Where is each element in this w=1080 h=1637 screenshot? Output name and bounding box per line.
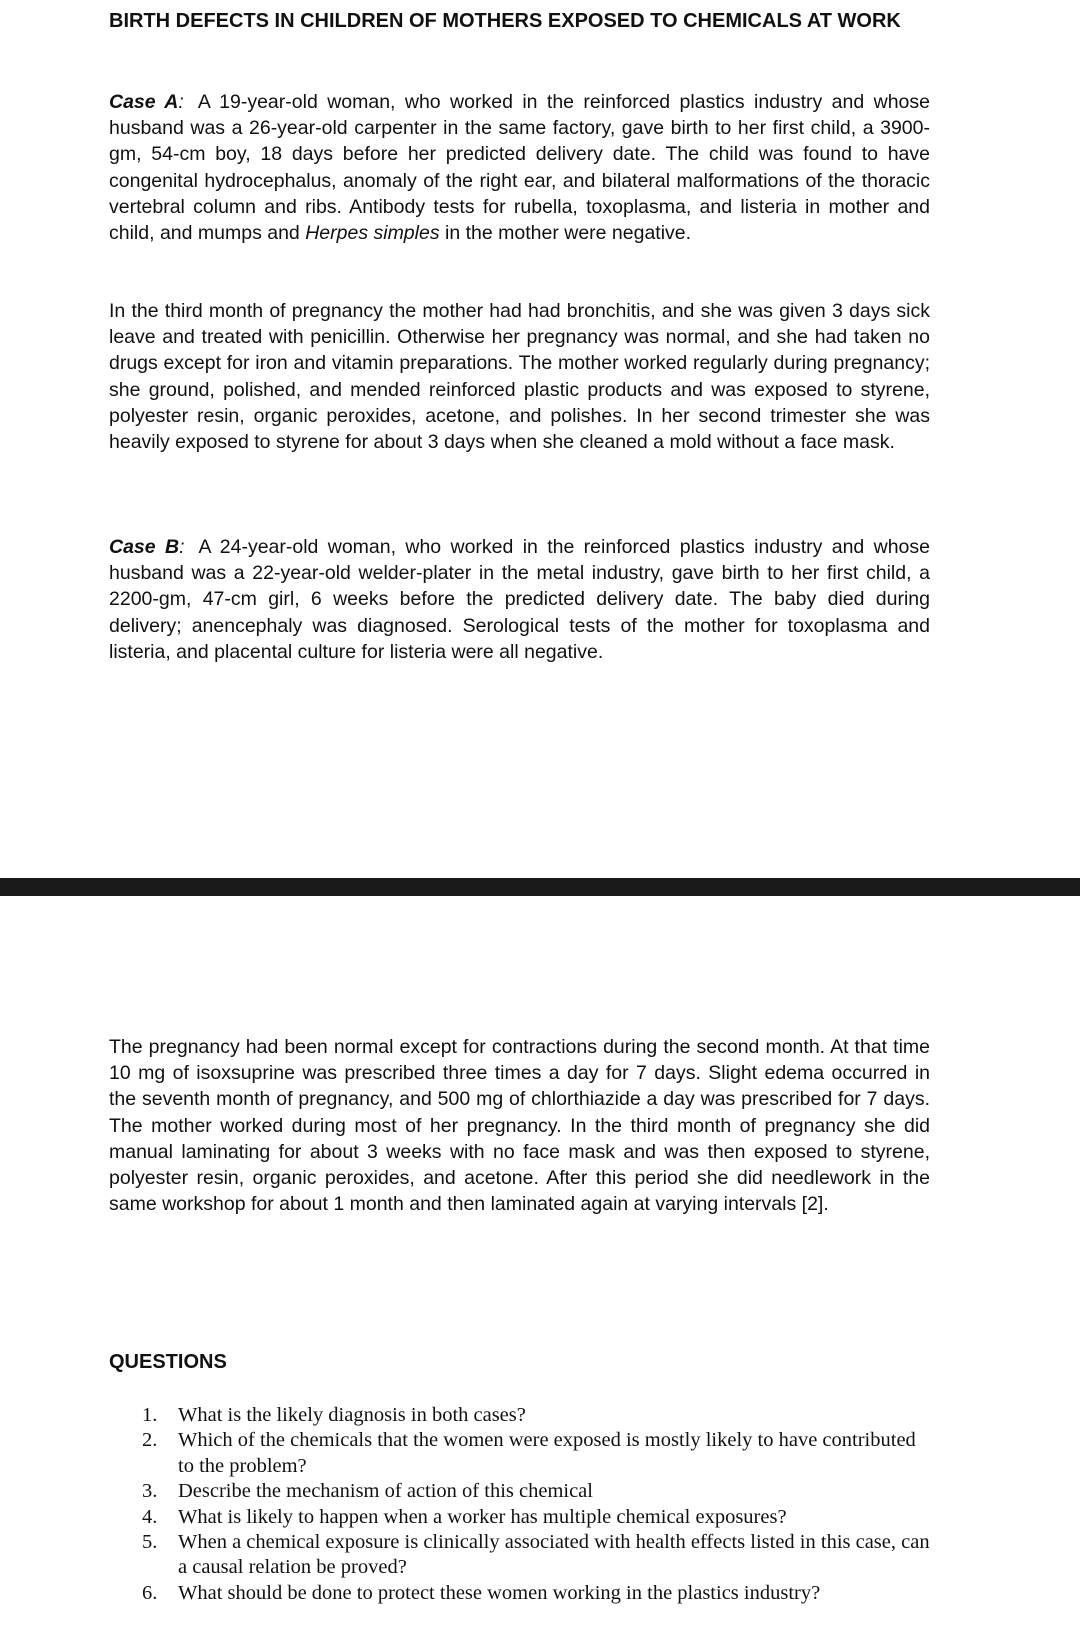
case-a-paragraph [109, 89, 930, 246]
question-number: 5. [142, 1531, 158, 1554]
case-a-colon: : [178, 91, 184, 113]
case-b-paragraph-2: The pregnancy had been normal except for contractions during the second month. At that time 10 mg of isoxsuprine was prescribed three times a day for 7 days. Slight edema occurred in the seventh month of pregnancy, and 500 mg of chlorthiazide a day was prescribed for 7 days. The mother worked during most of her pregnancy. In the third month of pregnancy she did manual laminating for about 3 weeks with no face mask and was then exposed to styrene, polyester resin, organic peroxides, and acetone. After this period she did needlework in the same workshop for about 1 month and then laminated again at varying intervals [2]. [109, 1036, 930, 1216]
question-text: What should be done to protect these women working in the plastics industry? [178, 1581, 821, 1604]
case-a-text: A 19-year-old woman, who worked in the reinforced plastics industry and whose husband was a 26-year-old carpenter in the same factory, gave birth to her first child, a 3900-gm, 54-cm boy, 18 days before her predicted delivery date. The child was found to have congenital hydrocephalus, anomaly of the right ear, and bilateral malformations of the thoracic vertebral column and ribs. Antibody tests for rubella, toxoplasma, and listeria in mother and child, and mumps and [109, 91, 930, 245]
question-number: 3. [142, 1480, 158, 1503]
question-item [142, 1581, 932, 1606]
question-number: 4. [142, 1505, 158, 1528]
question-number: 6. [142, 1581, 158, 1604]
case-b-paragraph [109, 534, 930, 665]
case-a-label: Case A [109, 91, 179, 113]
question-item [142, 1479, 932, 1504]
page-divider-bar [0, 878, 1080, 896]
case-b-text: A 24-year-old woman, who worked in the reinforced plastics industry and whose husband was a 22-year-old welder-plater in the metal industry, gave birth to her first child, a 2200-gm, 47-cm girl, 6 weeks before the predicted delivery date. The baby died during delivery; anencephaly was diagnosed. Serological tests of the mother for toxoplasma and listeria, and placental culture for listeria were all negative. [109, 536, 930, 663]
question-item [142, 1403, 932, 1428]
question-text: Which of the chemicals that the women were exposed is mostly likely to have contributed to the problem? [178, 1429, 916, 1477]
case-a-italic-term: Herpes simples [305, 222, 440, 245]
case-b-label: Case B [109, 536, 180, 558]
question-item [142, 1530, 932, 1581]
question-number: 2. [142, 1429, 158, 1452]
question-item [142, 1428, 932, 1479]
questions-heading: QUESTIONS [109, 1351, 227, 1373]
question-number: 1. [142, 1404, 158, 1426]
case-a-paragraph-2: In the third month of pregnancy the mother had had bronchitis, and she was given 3 days sick leave and treated with penicillin. Otherwise her pregnancy was normal, and she had taken no drugs except for iron and vitamin preparations. The mother worked regularly during pregnancy; she ground, polished, and mended reinforced plastic products and was exposed to styrene, polyester resin, organic peroxides, acetone, and polishes. In her second trimester she was heavily exposed to styrene for about 3 days when she cleaned a mold without a face mask. [109, 300, 930, 454]
question-text: Describe the mechanism of action of this chemical [178, 1480, 593, 1503]
questions-list [142, 1403, 932, 1606]
case-b-colon: : [179, 536, 185, 558]
case-a-text-end: in the mother were negative. [439, 222, 692, 245]
document-title: BIRTH DEFECTS IN CHILDREN OF MOTHERS EXPOSED TO CHEMICALS AT WORK [109, 10, 901, 32]
question-text: What is the likely diagnosis in both cases? [178, 1404, 526, 1426]
question-text: When a chemical exposure is clinically associated with health effects listed in this case, can a causal relation be proved? [178, 1531, 930, 1579]
question-text: What is likely to happen when a worker has multiple chemical exposures? [178, 1505, 787, 1528]
question-item [142, 1505, 932, 1530]
